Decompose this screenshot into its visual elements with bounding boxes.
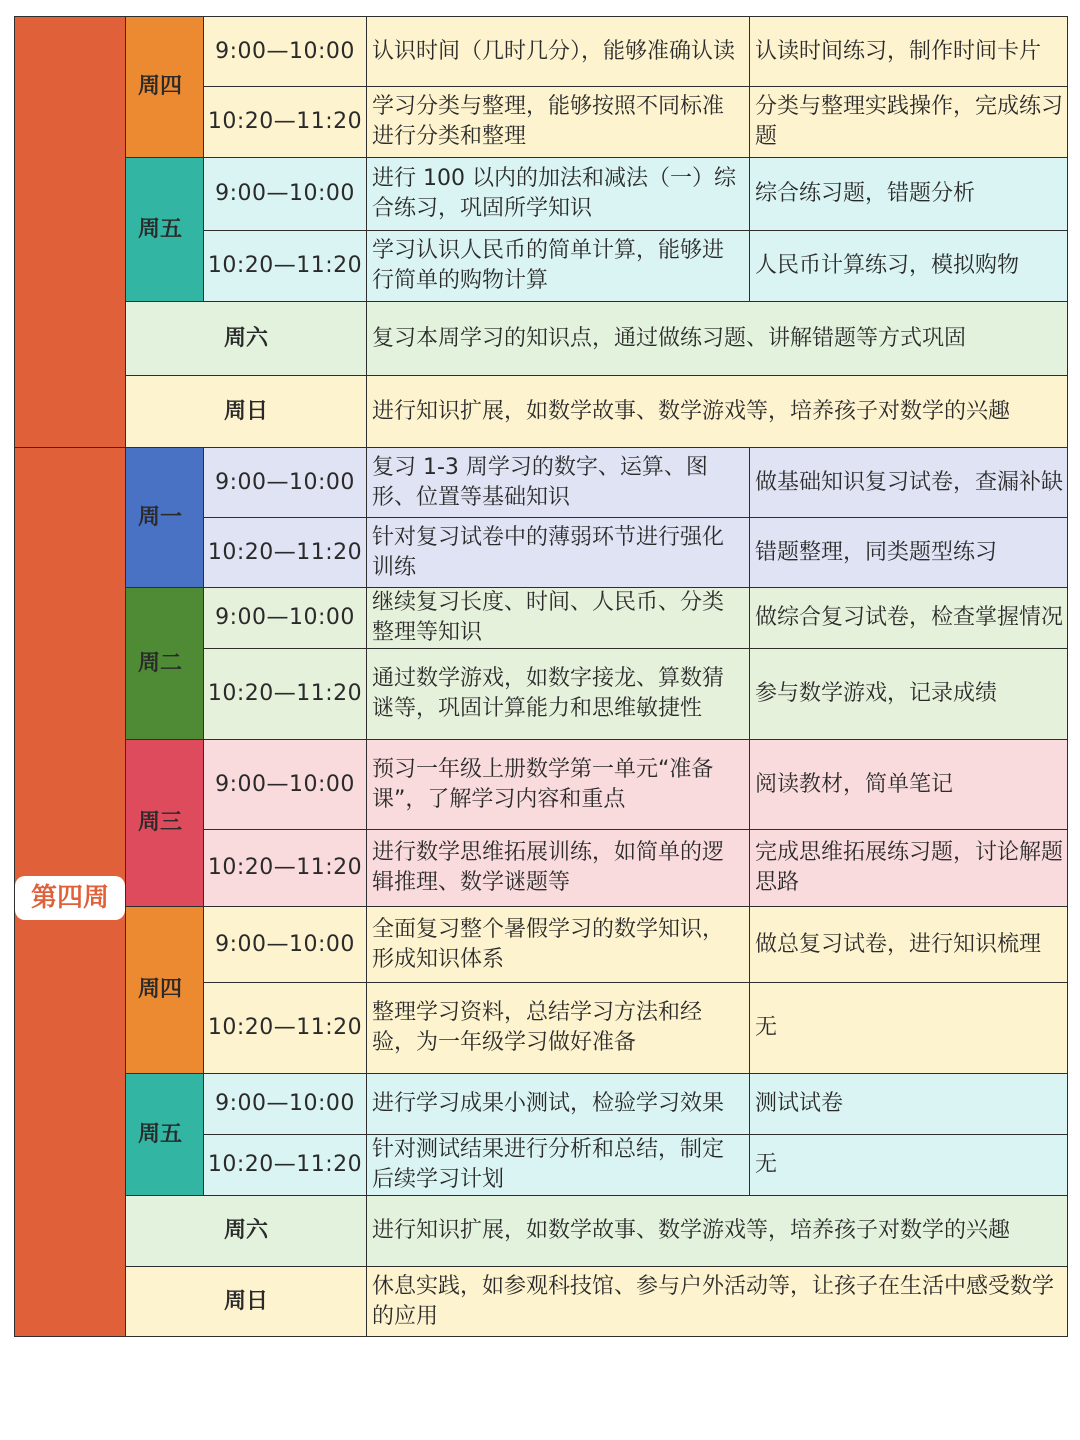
schedule-table xyxy=(14,16,1068,1337)
day-cell-thursday: 周四 xyxy=(126,17,204,158)
time-cell: 9:00—10:00 xyxy=(204,1074,367,1135)
task-cell: 阅读教材，简单笔记 xyxy=(750,740,1068,830)
day-cell-thursday: 周四 xyxy=(126,907,204,1074)
time-cell: 10:20—11:20 xyxy=(204,830,367,907)
content-cell: 复习本周学习的知识点，通过做练习题、讲解错题等方式巩固 xyxy=(367,302,1068,376)
day-cell-tuesday: 周二 xyxy=(126,588,204,740)
content-cell: 进行知识扩展，如数学故事、数学游戏等，培养孩子对数学的兴趣 xyxy=(367,376,1068,448)
task-cell: 综合练习题，错题分析 xyxy=(750,158,1068,231)
table-row xyxy=(15,1074,1068,1135)
task-cell: 做基础知识复习试卷，查漏补缺 xyxy=(750,448,1068,518)
table-row xyxy=(15,17,1068,87)
content-cell: 继续复习长度、时间、人民币、分类整理等知识 xyxy=(367,588,750,649)
day-cell-friday: 周五 xyxy=(126,158,204,302)
content-cell: 学习分类与整理，能够按照不同标准进行分类和整理 xyxy=(367,87,750,158)
day-cell-saturday: 周六 xyxy=(126,302,367,376)
content-cell: 整理学习资料，总结学习方法和经验，为一年级学习做好准备 xyxy=(367,983,750,1074)
content-cell: 认识时间（几时几分），能够准确认读 xyxy=(367,17,750,87)
table-row xyxy=(15,302,1068,376)
content-cell: 进行知识扩展，如数学故事、数学游戏等，培养孩子对数学的兴趣 xyxy=(367,1196,1068,1267)
task-cell: 完成思维拓展练习题，讨论解题思路 xyxy=(750,830,1068,907)
table-row xyxy=(15,448,1068,518)
content-cell: 休息实践，如参观科技馆、参与户外活动等，让孩子在生活中感受数学的应用 xyxy=(367,1267,1068,1337)
table-row xyxy=(15,376,1068,448)
task-cell: 错题整理，同类题型练习 xyxy=(750,518,1068,588)
week-column xyxy=(15,448,126,1337)
task-cell: 测试试卷 xyxy=(750,1074,1068,1135)
time-cell: 10:20—11:20 xyxy=(204,231,367,302)
task-cell: 无 xyxy=(750,1135,1068,1196)
content-cell: 学习认识人民币的简单计算，能够进行简单的购物计算 xyxy=(367,231,750,302)
content-cell: 通过数学游戏，如数字接龙、算数猜谜等，巩固计算能力和思维敏捷性 xyxy=(367,649,750,740)
week-column-previous xyxy=(15,17,126,448)
time-cell: 9:00—10:00 xyxy=(204,740,367,830)
table-row xyxy=(15,907,1068,983)
task-cell: 参与数学游戏，记录成绩 xyxy=(750,649,1068,740)
content-cell: 预习一年级上册数学第一单元“准备课”，了解学习内容和重点 xyxy=(367,740,750,830)
time-cell: 9:00—10:00 xyxy=(204,448,367,518)
content-cell: 进行数学思维拓展训练，如简单的逻辑推理、数学谜题等 xyxy=(367,830,750,907)
table-row xyxy=(15,740,1068,830)
time-cell: 9:00—10:00 xyxy=(204,158,367,231)
task-cell: 做综合复习试卷，检查掌握情况 xyxy=(750,588,1068,649)
table-row xyxy=(15,1196,1068,1267)
table-row xyxy=(15,588,1068,649)
content-cell: 全面复习整个暑假学习的数学知识，形成知识体系 xyxy=(367,907,750,983)
content-cell: 复习 1-3 周学习的数字、运算、图形、位置等基础知识 xyxy=(367,448,750,518)
day-cell-wednesday: 周三 xyxy=(126,740,204,907)
day-cell-sunday: 周日 xyxy=(126,376,367,448)
content-cell: 进行学习成果小测试，检验学习效果 xyxy=(367,1074,750,1135)
day-cell-friday: 周五 xyxy=(126,1074,204,1196)
table-row xyxy=(15,1267,1068,1337)
time-cell: 10:20—11:20 xyxy=(204,518,367,588)
time-cell: 10:20—11:20 xyxy=(204,1135,367,1196)
task-cell: 认读时间练习，制作时间卡片 xyxy=(750,17,1068,87)
time-cell: 10:20—11:20 xyxy=(204,649,367,740)
table-row xyxy=(15,158,1068,231)
time-cell: 9:00—10:00 xyxy=(204,17,367,87)
task-cell: 无 xyxy=(750,983,1068,1074)
time-cell: 10:20—11:20 xyxy=(204,87,367,158)
time-cell: 9:00—10:00 xyxy=(204,588,367,649)
day-cell-monday: 周一 xyxy=(126,448,204,588)
week-label: 第四周 xyxy=(15,876,125,920)
task-cell: 做总复习试卷，进行知识梳理 xyxy=(750,907,1068,983)
day-cell-saturday: 周六 xyxy=(126,1196,367,1267)
task-cell: 人民币计算练习，模拟购物 xyxy=(750,231,1068,302)
time-cell: 10:20—11:20 xyxy=(204,983,367,1074)
day-cell-sunday: 周日 xyxy=(126,1267,367,1337)
time-cell: 9:00—10:00 xyxy=(204,907,367,983)
content-cell: 针对测试结果进行分析和总结，制定后续学习计划 xyxy=(367,1135,750,1196)
content-cell: 进行 100 以内的加法和减法（一）综合练习，巩固所学知识 xyxy=(367,158,750,231)
content-cell: 针对复习试卷中的薄弱环节进行强化训练 xyxy=(367,518,750,588)
task-cell: 分类与整理实践操作，完成练习题 xyxy=(750,87,1068,158)
